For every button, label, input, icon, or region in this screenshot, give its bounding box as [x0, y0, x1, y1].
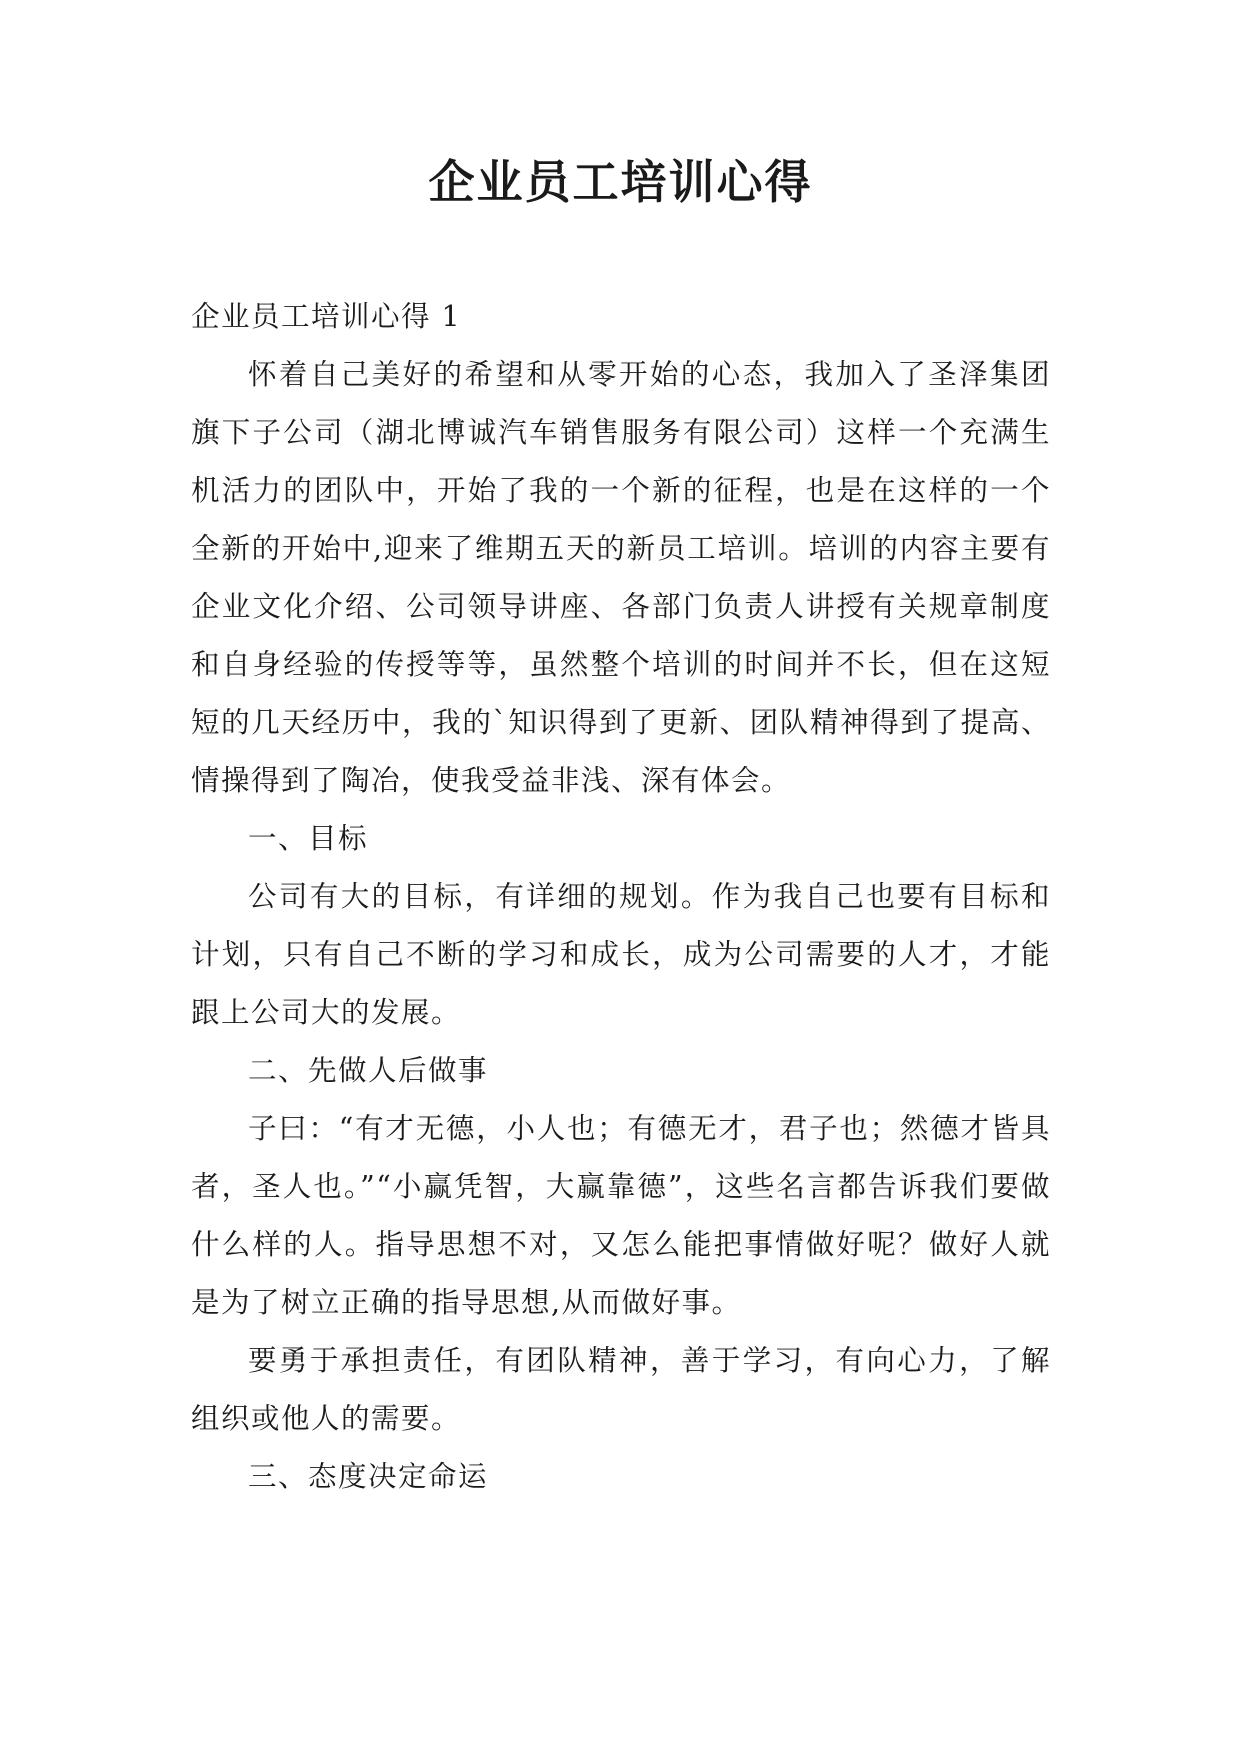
document-title: 企业员工培训心得	[428, 155, 813, 209]
section-heading: 二、先做人后做事	[248, 1054, 489, 1087]
document-body	[191, 288, 1051, 1506]
section-heading: 企业员工培训心得 1	[191, 300, 462, 333]
section-heading: 三、态度决定命运	[248, 1460, 489, 1493]
section-heading: 一、目标	[248, 822, 369, 855]
paragraph: 要勇于承担责任，有团队精神，善于学习，有向心力，了解组织或他人的需要。	[191, 1344, 1051, 1435]
paragraph: 怀着自己美好的希望和从零开始的心态，我加入了圣泽集团旗下子公司（湖北博诚汽车销售服务有限公司）这样一个充满生机活力的团队中，开始了我的一个新的征程，也是在这样的一个全新的开始中,迎来了维期五天的新员工培训。培训的内容主要有企业文化介绍、公司领导讲座、各部门负责人讲授有关规章制度和自身经验的传授等等，虽然整个培训的时间并不长，但在这短短的几天经历中，我的`知识得到了更新、团队精神得到了提高、情操得到了陶冶，使我受益非浅、深有体会。	[191, 358, 1051, 797]
paragraph: 子曰：“有才无德，小人也；有德无才，君子也；然德才皆具者，圣人也。”“小赢凭智，大赢靠德”，这些名言都告诉我们要做什么样的人。指导思想不对，又怎么能把事情做好呢？做好人就是为了树立正确的指导思想,从而做好事。	[191, 1112, 1051, 1319]
paragraph: 公司有大的目标，有详细的规划。作为我自己也要有目标和计划，只有自己不断的学习和成长，成为公司需要的人才，才能跟上公司大的发展。	[191, 880, 1051, 1029]
